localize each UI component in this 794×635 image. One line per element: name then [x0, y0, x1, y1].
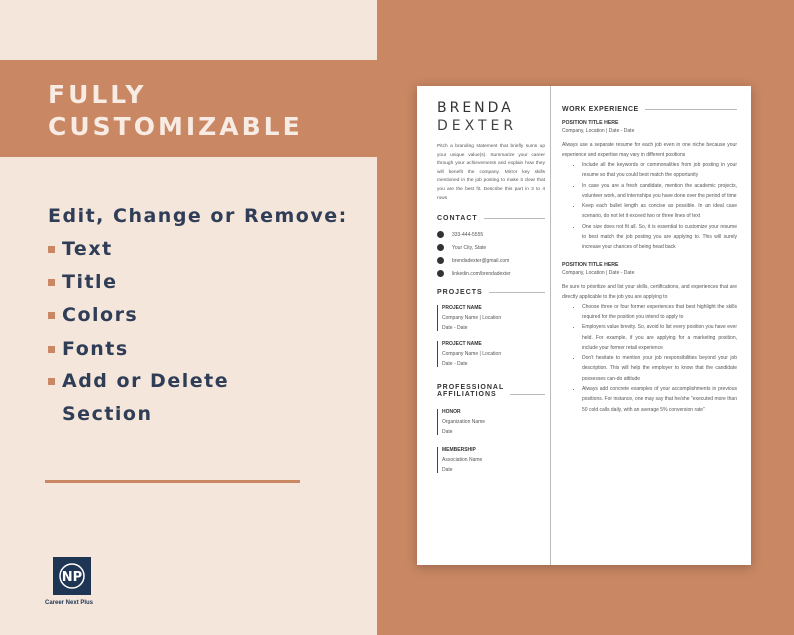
bullet-square-icon: [48, 346, 55, 353]
phone-icon: [437, 231, 444, 238]
job-company: Company, Location | Date - Date: [562, 128, 635, 134]
job-bullets: [562, 160, 737, 253]
feature-label: Title: [62, 271, 118, 293]
headline-line-2: CUSTOMIZABLE: [48, 112, 303, 141]
resume-sidebar: [437, 100, 545, 473]
job-bullet: • Don't hesitate to mention your job responsibilities beyond your job description. This will help the employer to know that the candidate possesses can-do attitude: [582, 353, 737, 384]
project-entry: [437, 305, 545, 331]
column-divider: [550, 86, 551, 565]
feature-item: [48, 403, 153, 425]
job-bullet: • Keep each bullet length as concise as possible. In an ideal case scenario, do not let it exceed two or three lines of text: [582, 201, 737, 222]
resume-page: [417, 86, 751, 565]
summary: Pitch a branding statement that briefly sums up your unique value(s). Summarize your career through your achievements and explain how they will benefit the company. Mirror key skills mentioned in the job posting to make it clear that you are the best fit. Describe this part in 3 to 4 rows: [437, 144, 545, 201]
project-date: Date - Date: [442, 361, 468, 368]
edit-title: Edit, Change or Remove:: [48, 205, 348, 227]
rule: [645, 109, 737, 110]
contact-heading-label: CONTACT: [437, 215, 478, 223]
bullet-square-icon: [48, 378, 55, 385]
feature-label: Colors: [62, 304, 139, 326]
feature-label: Fonts: [62, 338, 129, 360]
job-bullet: • Always add concrete examples of your accomplishments in previous positions. For instance, one may say that he/she "executed more than 50 cold calls daily, with an average 5% conversion rate": [582, 384, 737, 415]
phone-text: 333-444-5555: [452, 231, 484, 238]
job-bullet: • One size does not fit all. So, it is essential to customize your resume to best match the job posting you are applying to. This will surely increase your chances of being head back: [582, 222, 737, 253]
rule: [489, 292, 545, 293]
feature-label: Text: [62, 238, 113, 260]
location-text: Your City, State: [452, 244, 487, 251]
job-bullet: • Include all the keywords or commonalities from job posting in your resume so that you could best match the opportunity: [582, 160, 737, 181]
affiliation-title: HONOR: [442, 409, 461, 416]
work-experience-heading: [562, 106, 737, 113]
project-entry: [437, 341, 545, 367]
affiliation-org: Association Name: [442, 457, 483, 464]
job-bullet: • Choose three or four former experiences that best highlight the skills required for the position you intend to apply to: [582, 302, 737, 323]
svg-text:NP: NP: [61, 570, 83, 585]
rule: [510, 394, 545, 395]
brand-name: Career Next Plus: [45, 600, 94, 606]
job-bullet: • Employers value brevity. So, avoid to list every position you have ever held. For example, if you are applying for a marketing position, include your former retail experience: [582, 322, 737, 353]
project-company: Company Name | Location: [442, 351, 502, 358]
job-intro: Always use a separate resume for each job even in one niche because your experience and expertise may vary in different positions: [562, 142, 737, 158]
job-bullets: [562, 302, 737, 415]
feature-label: Add or Delete: [62, 370, 230, 392]
project-company: Company Name | Location: [442, 315, 502, 322]
headline-line-1: FULLY: [48, 80, 147, 109]
affiliations-heading-line2: AFFILIATIONS: [437, 391, 497, 399]
contact-email: [437, 257, 545, 264]
contact-phone: [437, 231, 545, 238]
affiliation-date: Date: [442, 429, 453, 436]
rule: [484, 218, 545, 219]
contact-location: [437, 244, 545, 251]
bullet-square-icon: [48, 312, 55, 319]
affiliation-entry: [437, 447, 545, 473]
affiliation-org: Organization Name: [442, 419, 486, 426]
job-bullet: • In case you are a fresh candidate, mention the academic projects, volunteer work, and internships you have done over the period of time: [582, 181, 737, 202]
linkedin-text: linkedin.com/brendadexter: [452, 270, 511, 277]
job-title: POSITION TITLE HERE: [562, 261, 619, 268]
feature-item: [48, 370, 229, 392]
job-intro: Be sure to prioritize and list your skills, certifications, and experiences that are directly applicable to the job you are applying to: [562, 283, 737, 300]
affiliations-heading-text: [437, 384, 504, 398]
feature-item: [48, 238, 113, 260]
linkedin-icon: [437, 270, 444, 277]
projects-heading: [437, 289, 545, 296]
location-icon: [437, 244, 444, 251]
project-title: PROJECT NAME: [442, 305, 482, 312]
projects-heading-label: PROJECTS: [437, 289, 483, 297]
email-icon: [437, 257, 444, 264]
contact-heading: [437, 215, 545, 222]
feature-item: [48, 338, 129, 360]
divider: [45, 480, 300, 483]
feature-item: [48, 271, 117, 293]
resume-main: [562, 106, 737, 415]
feature-label: Section: [62, 403, 153, 425]
affiliation-title: MEMBERSHIP: [442, 447, 476, 454]
email-text: brendadexter@gmail.com: [452, 257, 510, 264]
bullet-square-icon: [48, 246, 55, 253]
job-title: POSITION TITLE HERE: [562, 120, 619, 126]
brand-logo: [53, 557, 91, 595]
affiliation-date: Date: [442, 467, 453, 474]
feature-item: [48, 304, 138, 326]
affiliations-heading-line1: PROFESSIONAL: [437, 384, 505, 392]
work-heading-label: WORK EXPERIENCE: [562, 106, 639, 113]
affiliations-heading: [437, 384, 545, 398]
project-title: PROJECT NAME: [442, 341, 482, 348]
affiliation-entry: [437, 409, 545, 435]
np-logo-icon: [56, 560, 88, 592]
last-name: DEXTER: [437, 118, 518, 134]
project-date: Date - Date: [442, 325, 468, 332]
contact-linkedin: [437, 270, 545, 277]
job-company: Company, Location | Date - Date: [562, 269, 635, 276]
first-name: BRENDA: [437, 100, 514, 116]
bullet-square-icon: [48, 279, 55, 286]
